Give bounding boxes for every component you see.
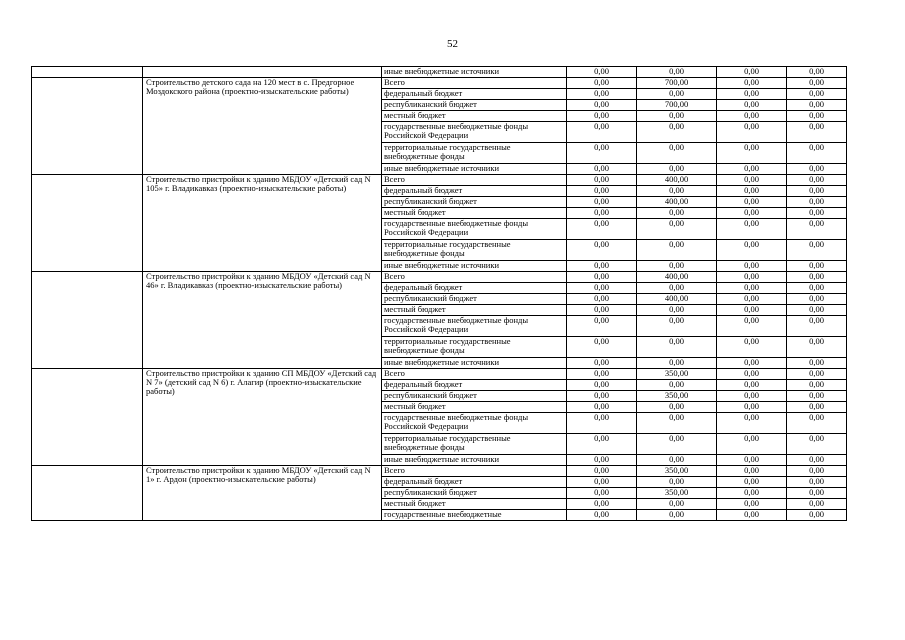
value-cell: 0,00 <box>637 143 717 164</box>
value-cell: 0,00 <box>637 186 717 197</box>
value-cell: 0,00 <box>567 466 637 477</box>
value-cell: 700,00 <box>637 78 717 89</box>
funding-source-cell: республиканский бюджет <box>382 100 567 111</box>
project-name-cell: Строительство пристройки к зданию МБДОУ «Детский сад N 105» г. Владикавказ (проектно-изыскательские работы) <box>143 175 382 272</box>
value-cell: 0,00 <box>637 510 717 521</box>
number-cell <box>32 175 143 272</box>
number-cell <box>32 466 143 521</box>
value-cell: 0,00 <box>787 272 847 283</box>
value-cell: 0,00 <box>787 78 847 89</box>
value-cell: 0,00 <box>637 305 717 316</box>
value-cell: 0,00 <box>717 305 787 316</box>
value-cell: 0,00 <box>567 283 637 294</box>
funding-source-cell: Всего <box>382 369 567 380</box>
value-cell: 0,00 <box>717 261 787 272</box>
value-cell: 0,00 <box>567 337 637 358</box>
funding-source-cell: федеральный бюджет <box>382 380 567 391</box>
value-cell: 0,00 <box>717 369 787 380</box>
value-cell: 0,00 <box>567 402 637 413</box>
value-cell: 0,00 <box>567 434 637 455</box>
value-cell: 0,00 <box>567 369 637 380</box>
value-cell: 0,00 <box>787 67 847 78</box>
number-cell <box>32 272 143 369</box>
budget-table <box>31 66 847 521</box>
value-cell: 400,00 <box>637 175 717 186</box>
project-name-cell <box>143 67 382 78</box>
value-cell: 0,00 <box>567 305 637 316</box>
value-cell: 0,00 <box>717 510 787 521</box>
funding-source-cell: местный бюджет <box>382 305 567 316</box>
value-cell: 0,00 <box>787 208 847 219</box>
funding-source-cell: Всего <box>382 78 567 89</box>
value-cell: 0,00 <box>717 499 787 510</box>
funding-source-cell: государственные внебюджетные фонды Российской Федерации <box>382 413 567 434</box>
value-cell: 350,00 <box>637 369 717 380</box>
value-cell: 0,00 <box>637 240 717 261</box>
value-cell: 0,00 <box>567 78 637 89</box>
value-cell: 350,00 <box>637 391 717 402</box>
value-cell: 0,00 <box>567 122 637 143</box>
funding-source-cell: территориальные государственные внебюджетные фонды <box>382 240 567 261</box>
value-cell: 0,00 <box>637 164 717 175</box>
funding-source-cell: местный бюджет <box>382 208 567 219</box>
value-cell: 0,00 <box>787 477 847 488</box>
value-cell: 0,00 <box>567 164 637 175</box>
project-name-cell: Строительство пристройки к зданию МБДОУ «Детский сад N 46» г. Владикавказ (проектно-изыскательские работы) <box>143 272 382 369</box>
value-cell: 0,00 <box>567 67 637 78</box>
value-cell: 0,00 <box>637 111 717 122</box>
funding-source-cell: республиканский бюджет <box>382 391 567 402</box>
value-cell: 0,00 <box>787 499 847 510</box>
value-cell: 0,00 <box>567 261 637 272</box>
value-cell: 0,00 <box>717 67 787 78</box>
value-cell: 0,00 <box>787 111 847 122</box>
value-cell: 0,00 <box>787 391 847 402</box>
funding-source-cell: государственные внебюджетные фонды Российской Федерации <box>382 316 567 337</box>
value-cell: 0,00 <box>717 434 787 455</box>
value-cell: 0,00 <box>567 89 637 100</box>
value-cell: 0,00 <box>787 466 847 477</box>
value-cell: 0,00 <box>717 78 787 89</box>
value-cell: 0,00 <box>787 337 847 358</box>
value-cell: 400,00 <box>637 272 717 283</box>
funding-source-cell: территориальные государственные внебюджетные фонды <box>382 143 567 164</box>
value-cell: 0,00 <box>637 434 717 455</box>
value-cell: 0,00 <box>717 488 787 499</box>
funding-source-cell: государственные внебюджетные фонды Российской Федерации <box>382 219 567 240</box>
value-cell: 0,00 <box>567 240 637 261</box>
value-cell: 0,00 <box>787 369 847 380</box>
funding-source-cell: Всего <box>382 466 567 477</box>
value-cell: 0,00 <box>717 89 787 100</box>
value-cell: 0,00 <box>567 477 637 488</box>
funding-source-cell: иные внебюджетные источники <box>382 164 567 175</box>
value-cell: 0,00 <box>787 455 847 466</box>
funding-source-cell: местный бюджет <box>382 111 567 122</box>
value-cell: 0,00 <box>637 413 717 434</box>
table-row <box>32 466 847 477</box>
value-cell: 0,00 <box>717 455 787 466</box>
value-cell: 0,00 <box>787 316 847 337</box>
funding-source-cell: иные внебюджетные источники <box>382 67 567 78</box>
number-cell <box>32 369 143 466</box>
value-cell: 0,00 <box>637 477 717 488</box>
value-cell: 0,00 <box>637 402 717 413</box>
value-cell: 350,00 <box>637 488 717 499</box>
value-cell: 0,00 <box>717 175 787 186</box>
value-cell: 0,00 <box>717 164 787 175</box>
value-cell: 0,00 <box>717 186 787 197</box>
number-cell <box>32 67 143 78</box>
table-row <box>32 369 847 380</box>
value-cell: 0,00 <box>637 261 717 272</box>
funding-source-cell: Всего <box>382 272 567 283</box>
funding-source-cell: иные внебюджетные источники <box>382 261 567 272</box>
project-name-cell: Строительство детского сада на 120 мест в с. Предгорное Моздокского района (проектно-изыскательские работы) <box>143 78 382 175</box>
value-cell: 0,00 <box>787 186 847 197</box>
page-number: 52 <box>447 38 458 50</box>
funding-source-cell: федеральный бюджет <box>382 283 567 294</box>
value-cell: 0,00 <box>787 197 847 208</box>
table-row <box>32 272 847 283</box>
value-cell: 0,00 <box>567 380 637 391</box>
funding-source-cell: государственные внебюджетные фонды Российской Федерации <box>382 122 567 143</box>
funding-source-cell: иные внебюджетные источники <box>382 455 567 466</box>
value-cell: 0,00 <box>637 337 717 358</box>
value-cell: 0,00 <box>567 358 637 369</box>
value-cell: 0,00 <box>717 337 787 358</box>
value-cell: 0,00 <box>787 143 847 164</box>
value-cell: 0,00 <box>637 208 717 219</box>
value-cell: 0,00 <box>567 111 637 122</box>
value-cell: 700,00 <box>637 100 717 111</box>
value-cell: 0,00 <box>567 499 637 510</box>
value-cell: 0,00 <box>787 219 847 240</box>
value-cell: 0,00 <box>787 261 847 272</box>
value-cell: 0,00 <box>567 175 637 186</box>
value-cell: 0,00 <box>637 358 717 369</box>
value-cell: 400,00 <box>637 294 717 305</box>
table-row <box>32 175 847 186</box>
funding-source-cell: государственные внебюджетные <box>382 510 567 521</box>
value-cell: 0,00 <box>637 380 717 391</box>
value-cell: 0,00 <box>717 402 787 413</box>
value-cell: 0,00 <box>637 499 717 510</box>
funding-source-cell: республиканский бюджет <box>382 294 567 305</box>
funding-source-cell: местный бюджет <box>382 499 567 510</box>
value-cell: 0,00 <box>787 122 847 143</box>
value-cell: 0,00 <box>567 208 637 219</box>
value-cell: 0,00 <box>637 122 717 143</box>
value-cell: 350,00 <box>637 466 717 477</box>
value-cell: 0,00 <box>717 240 787 261</box>
budget-table-body <box>32 67 847 521</box>
value-cell: 0,00 <box>637 316 717 337</box>
value-cell: 0,00 <box>637 283 717 294</box>
project-name-cell: Строительство пристройки к зданию СП МБДОУ «Детский сад N 7» (детский сад N 6) г. Алагир (проектно-изыскательские работы) <box>143 369 382 466</box>
value-cell: 0,00 <box>717 358 787 369</box>
value-cell: 0,00 <box>787 380 847 391</box>
table-row <box>32 78 847 89</box>
funding-source-cell: территориальные государственные внебюджетные фонды <box>382 337 567 358</box>
funding-source-cell: местный бюджет <box>382 402 567 413</box>
value-cell: 0,00 <box>637 89 717 100</box>
value-cell: 0,00 <box>717 316 787 337</box>
table-row <box>32 67 847 78</box>
value-cell: 0,00 <box>567 455 637 466</box>
number-cell <box>32 78 143 175</box>
value-cell: 0,00 <box>717 380 787 391</box>
value-cell: 0,00 <box>567 510 637 521</box>
value-cell: 0,00 <box>787 240 847 261</box>
funding-source-cell: иные внебюджетные источники <box>382 358 567 369</box>
value-cell: 0,00 <box>787 305 847 316</box>
funding-source-cell: республиканский бюджет <box>382 488 567 499</box>
value-cell: 0,00 <box>787 434 847 455</box>
value-cell: 0,00 <box>567 100 637 111</box>
funding-source-cell: республиканский бюджет <box>382 197 567 208</box>
value-cell: 400,00 <box>637 197 717 208</box>
funding-source-cell: Всего <box>382 175 567 186</box>
value-cell: 0,00 <box>787 294 847 305</box>
value-cell: 0,00 <box>567 316 637 337</box>
value-cell: 0,00 <box>717 208 787 219</box>
value-cell: 0,00 <box>717 477 787 488</box>
value-cell: 0,00 <box>567 186 637 197</box>
value-cell: 0,00 <box>567 197 637 208</box>
value-cell: 0,00 <box>637 67 717 78</box>
project-name-cell: Строительство пристройки к зданию МБДОУ «Детский сад N 1» г. Ардон (проектно-изыскательские работы) <box>143 466 382 521</box>
funding-source-cell: федеральный бюджет <box>382 186 567 197</box>
value-cell: 0,00 <box>567 272 637 283</box>
value-cell: 0,00 <box>787 283 847 294</box>
value-cell: 0,00 <box>567 294 637 305</box>
value-cell: 0,00 <box>787 402 847 413</box>
funding-source-cell: территориальные государственные внебюджетные фонды <box>382 434 567 455</box>
value-cell: 0,00 <box>567 143 637 164</box>
value-cell: 0,00 <box>717 466 787 477</box>
value-cell: 0,00 <box>717 272 787 283</box>
value-cell: 0,00 <box>787 100 847 111</box>
value-cell: 0,00 <box>787 89 847 100</box>
value-cell: 0,00 <box>717 283 787 294</box>
value-cell: 0,00 <box>717 391 787 402</box>
value-cell: 0,00 <box>787 488 847 499</box>
value-cell: 0,00 <box>637 455 717 466</box>
value-cell: 0,00 <box>717 197 787 208</box>
funding-source-cell: федеральный бюджет <box>382 477 567 488</box>
value-cell: 0,00 <box>717 219 787 240</box>
value-cell: 0,00 <box>567 413 637 434</box>
value-cell: 0,00 <box>787 175 847 186</box>
value-cell: 0,00 <box>717 294 787 305</box>
value-cell: 0,00 <box>567 391 637 402</box>
value-cell: 0,00 <box>567 488 637 499</box>
value-cell: 0,00 <box>717 100 787 111</box>
value-cell: 0,00 <box>567 219 637 240</box>
value-cell: 0,00 <box>717 413 787 434</box>
value-cell: 0,00 <box>717 122 787 143</box>
value-cell: 0,00 <box>787 164 847 175</box>
value-cell: 0,00 <box>637 219 717 240</box>
value-cell: 0,00 <box>787 510 847 521</box>
value-cell: 0,00 <box>717 111 787 122</box>
value-cell: 0,00 <box>717 143 787 164</box>
value-cell: 0,00 <box>787 413 847 434</box>
funding-source-cell: федеральный бюджет <box>382 89 567 100</box>
value-cell: 0,00 <box>787 358 847 369</box>
